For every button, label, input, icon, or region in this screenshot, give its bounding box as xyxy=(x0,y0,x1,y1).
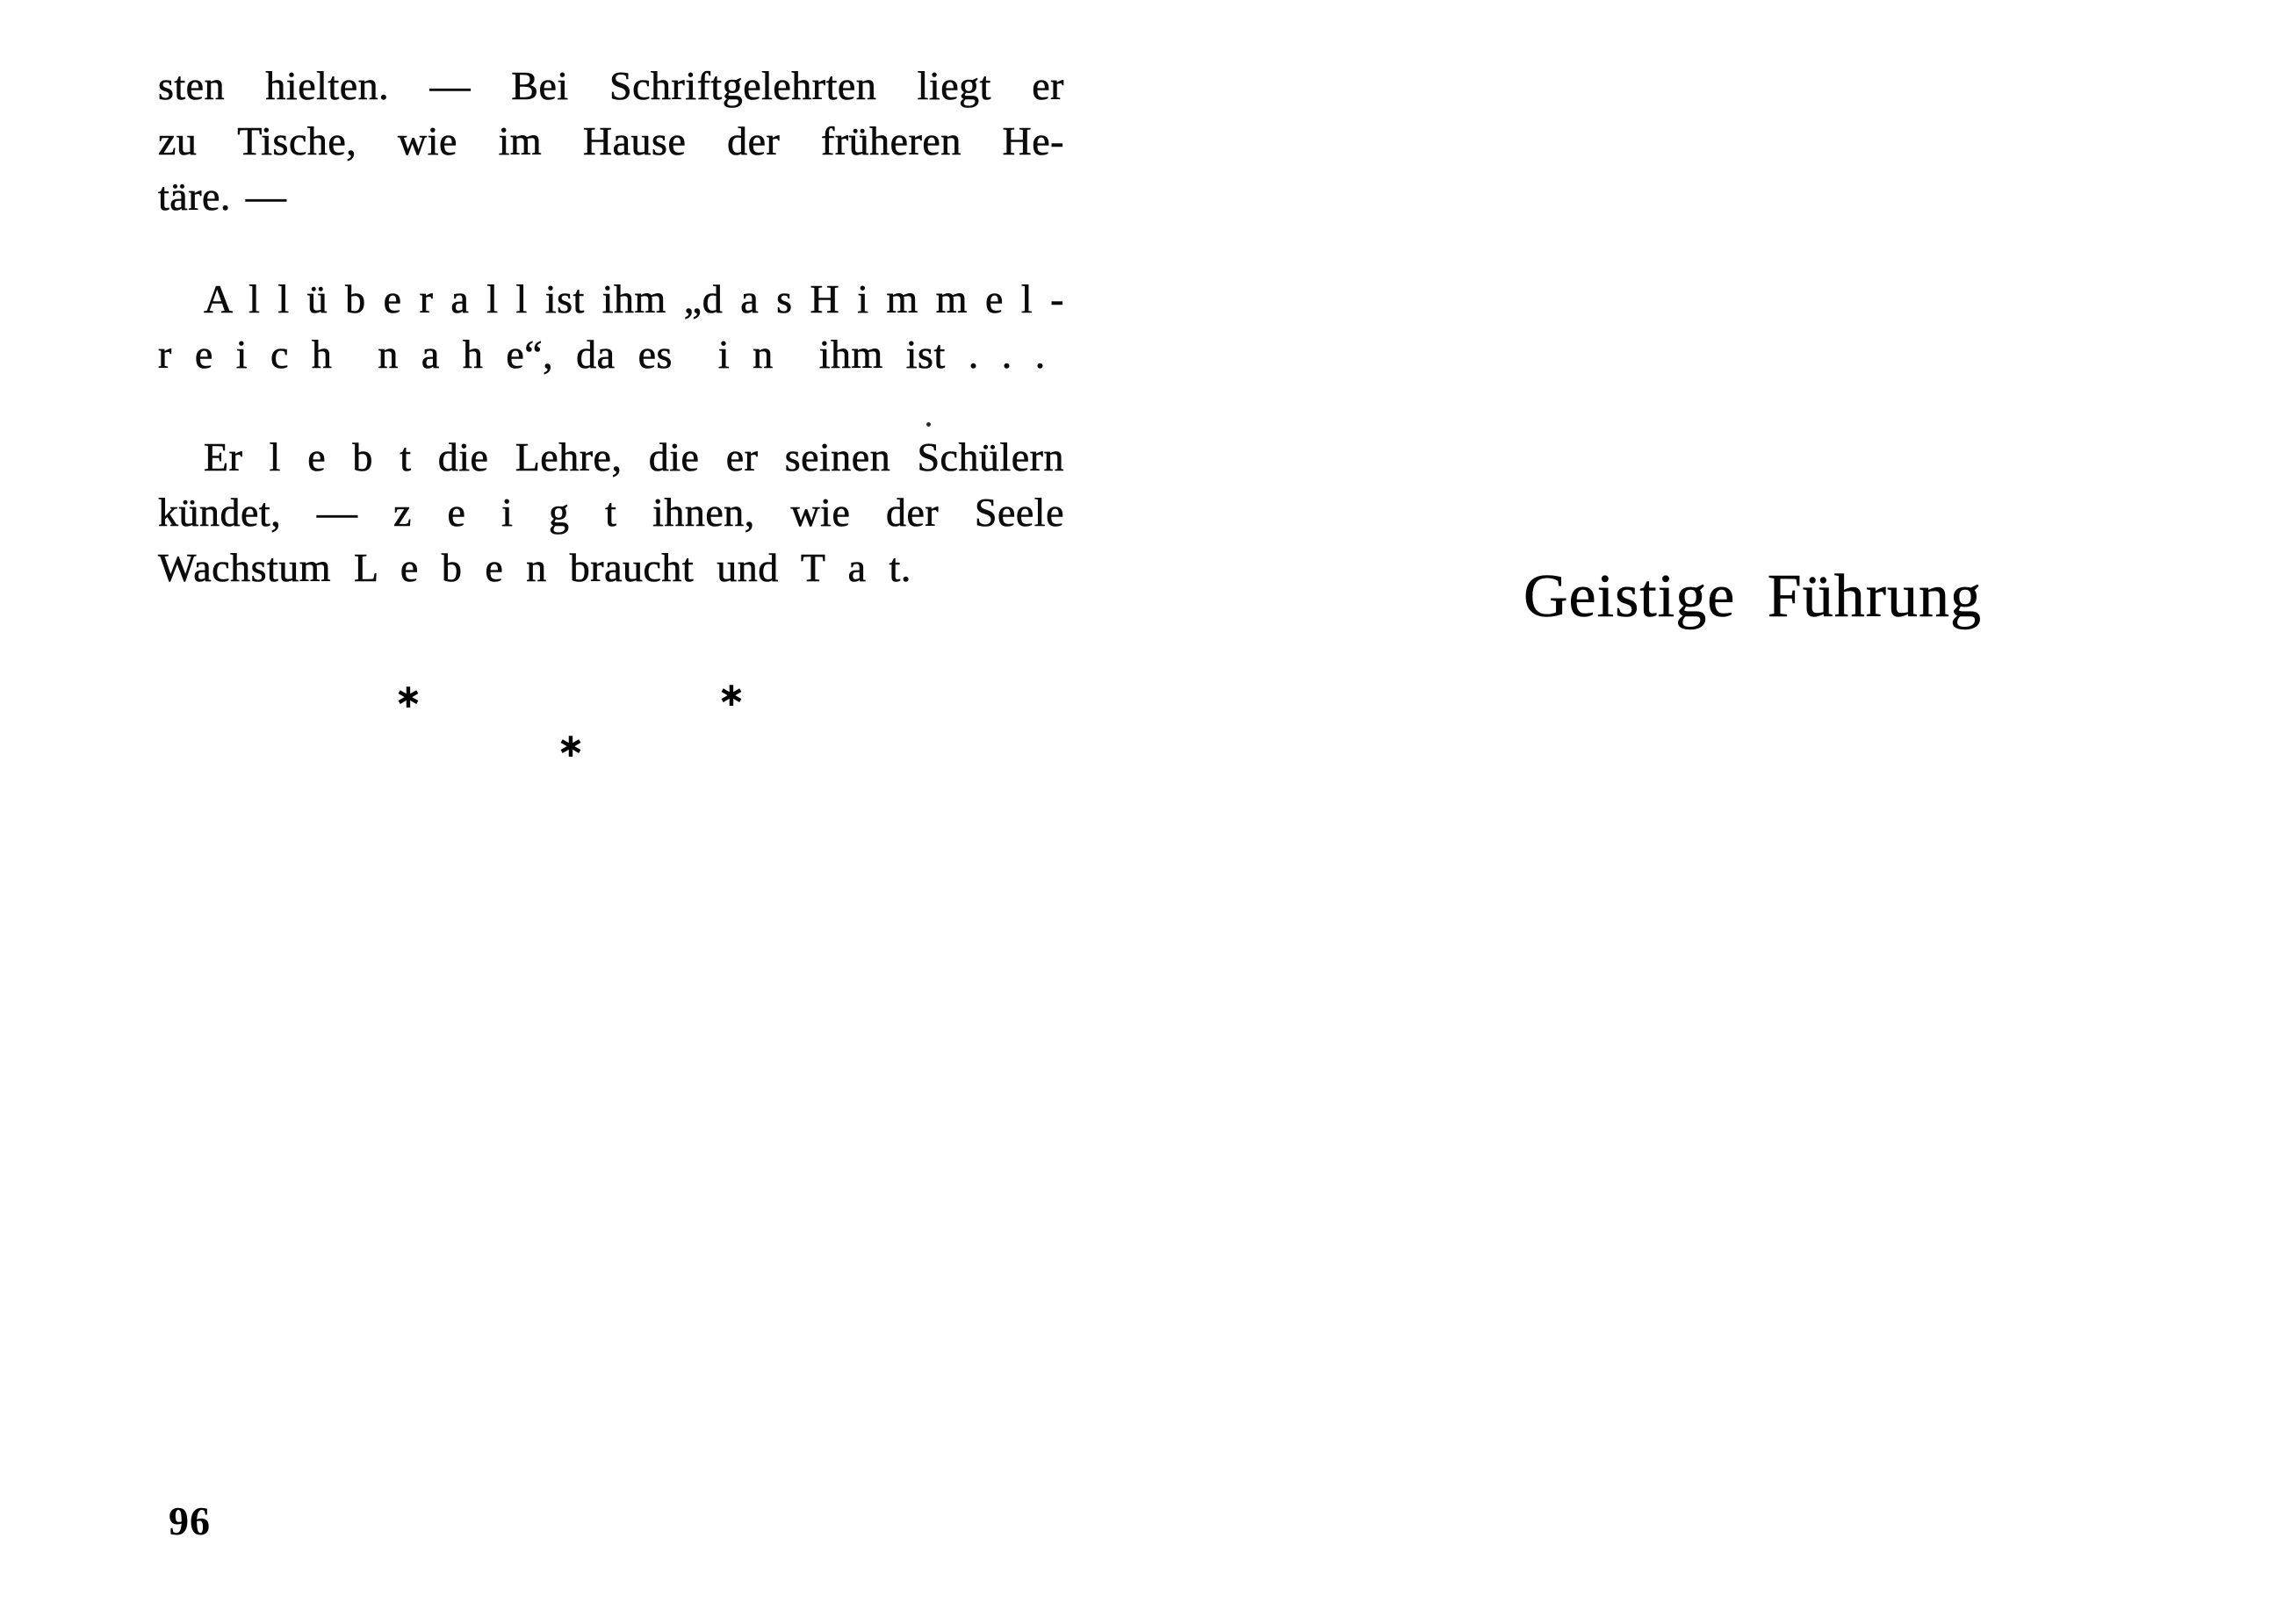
body-line: r e i c h n a h e“, da es i n ihm ist . . . xyxy=(158,332,1046,377)
body-line: A l l ü b e r a l l ist ihm „d a s H i m m e l - xyxy=(204,277,1064,321)
asterisk-icon: ∗ xyxy=(394,677,422,715)
paragraph xyxy=(158,271,1064,382)
paragraph xyxy=(158,429,1064,595)
ink-speck xyxy=(926,422,931,427)
body-line: Wachstum L e b e n braucht und T a t. xyxy=(158,545,911,590)
body-line: Er l e b t die Lehre, die er seinen Schülern xyxy=(204,435,1064,479)
left-page-text-block xyxy=(158,58,1064,595)
page-number: 96 xyxy=(169,1498,211,1543)
body-line: täre. — xyxy=(158,174,287,219)
paragraph xyxy=(158,58,1064,224)
chapter-heading: Geistige Führung xyxy=(1523,563,1983,630)
asterisk-icon: ∗ xyxy=(557,726,585,765)
body-line: kündet, — z e i g t ihnen, wie der Seele xyxy=(158,490,1064,535)
body-line: zu Tische, wie im Hause der früheren He- xyxy=(158,119,1064,163)
body-line: sten hielten. — Bei Schriftgelehrten liegt er xyxy=(158,63,1064,108)
asterisk-icon: ∗ xyxy=(717,675,745,714)
